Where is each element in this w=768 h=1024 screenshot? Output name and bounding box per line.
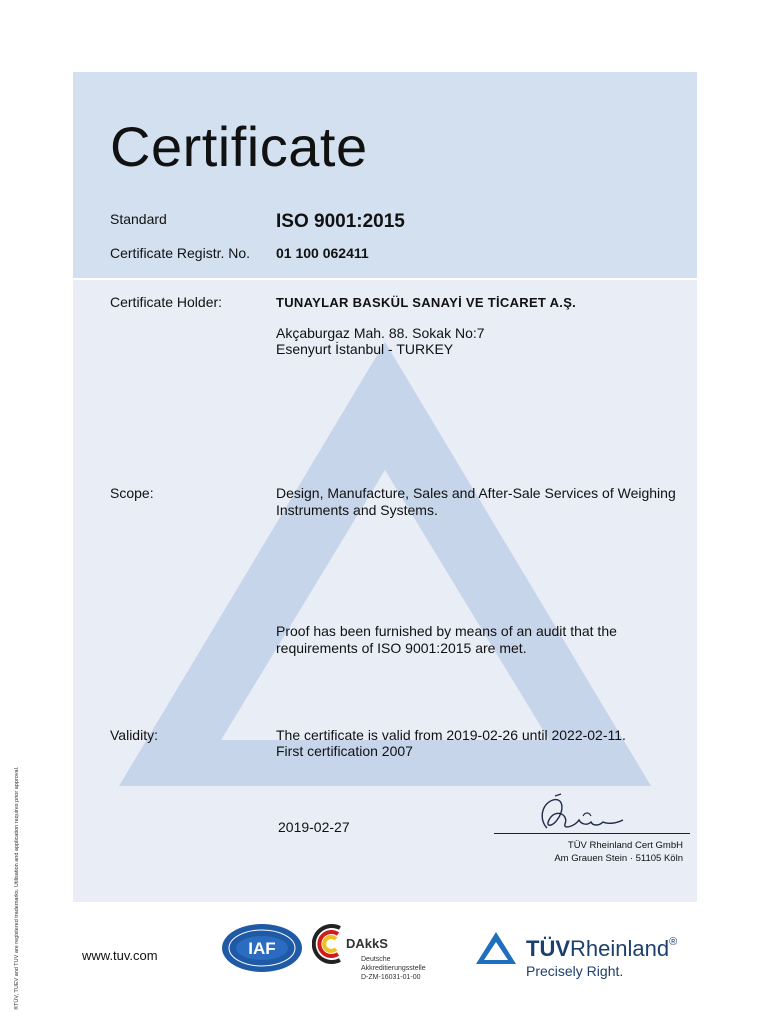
issuer-name: TÜV Rheinland Cert GmbH	[567, 840, 683, 851]
certificate-title: Certificate	[110, 115, 368, 178]
signature-icon	[535, 790, 635, 836]
tuv-triangle-logo-icon	[474, 930, 518, 966]
address-line-1: Akçaburgaz Mah. 88. Sokak No:7	[276, 325, 485, 341]
holder-name: TUNAYLAR BASKÜL SANAYİ VE TİCARET A.Ş.	[276, 295, 577, 310]
tuv-tagline: Precisely Right.	[526, 963, 624, 979]
registr-label: Certificate Registr. No.	[110, 245, 251, 261]
proof-text: Proof has been furnished by means of an audit that the requirements of ISO 9001:2015 are met.	[276, 623, 617, 656]
validity-line-2: First certification 2007	[276, 743, 413, 759]
standard-value: ISO 9001:2015	[276, 211, 405, 232]
scope-text: Design, Manufacture, Sales and After-Sale Services of Weighing Instruments and Systems.	[276, 485, 676, 518]
iaf-logo-icon	[220, 922, 304, 974]
issuer-address: Am Grauen Stein · 51105 Köln	[554, 853, 683, 864]
dakks-line-2: Akkreditierungsstelle	[361, 965, 426, 972]
validity-line-1: The certificate is valid from 2019-02-26 until 2022-02-11.	[276, 727, 626, 743]
dakks-logo-icon	[312, 924, 346, 964]
tuv-brand-name: TÜVRheinland®	[526, 936, 678, 961]
holder-label: Certificate Holder:	[110, 294, 223, 310]
standard-label: Standard	[110, 211, 167, 227]
certificate-sheet	[73, 72, 697, 902]
signature-line	[494, 833, 690, 834]
registr-value: 01 100 062411	[276, 245, 369, 261]
dakks-title: DAkkS	[346, 936, 388, 951]
footer-url-link[interactable]: www.tuv.com	[82, 948, 158, 963]
dakks-line-1: Deutsche	[361, 956, 391, 963]
issue-date: 2019-02-27	[278, 819, 350, 835]
address-line-2: Esenyurt İstanbul - TURKEY	[276, 341, 454, 357]
trademark-note: ®TÜV, TUEV and TUV are registered trademarks. Utilisation and application requires prior approval.	[14, 766, 20, 1010]
iaf-logo-text: IAF	[248, 939, 276, 958]
scope-label: Scope:	[110, 485, 154, 501]
dakks-line-3: D-ZM-16031-01-00	[361, 974, 421, 981]
validity-label: Validity:	[110, 727, 158, 743]
